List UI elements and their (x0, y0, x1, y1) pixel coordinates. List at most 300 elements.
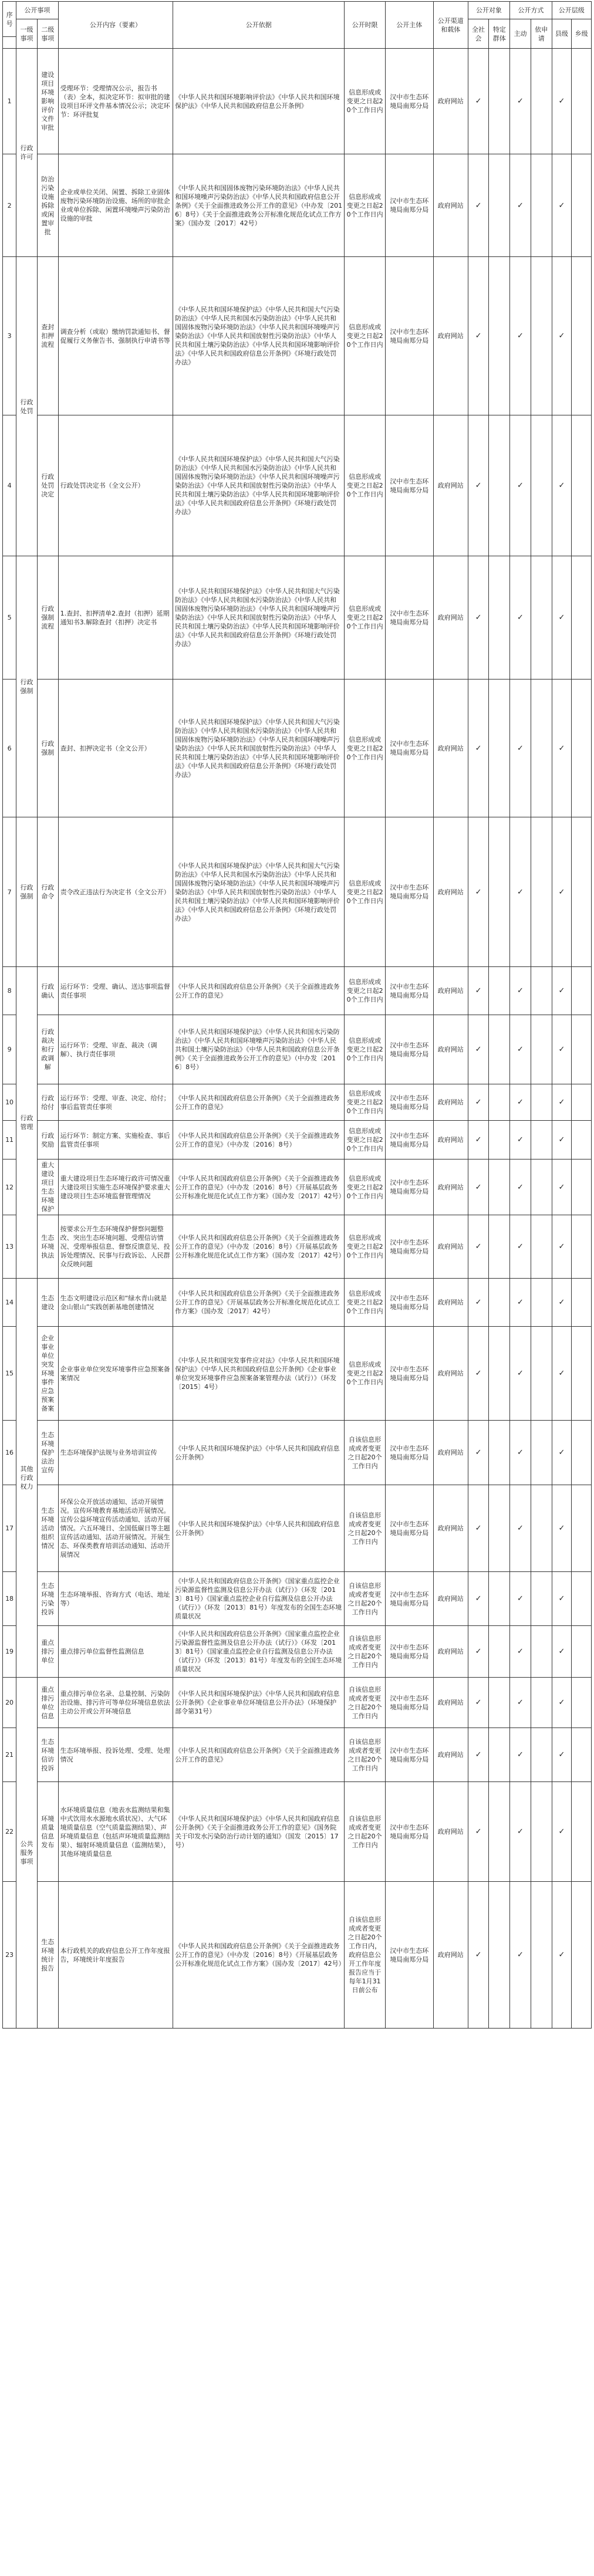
disclosure-time: 自该信息形成或者变更之日起20个工作日内 (345, 1782, 385, 1882)
disclosure-channel: 政府网站 (433, 1678, 468, 1728)
check-mark-lvl-county: ✓ (552, 967, 572, 1015)
empty-cell (572, 1572, 592, 1626)
empty-cell (572, 1121, 592, 1159)
category-cell: 行政强制 (16, 817, 38, 967)
item-name: 生态环境活动组织情况 (37, 1485, 58, 1572)
disclosure-content: 受理环节：受理情况公示，报告书（表）全本，拟决定环节：拟审批的建设项目环评文件基本情况公示；决定环节：环评批复 (58, 49, 173, 154)
empty-cell (572, 257, 592, 415)
item-name: 行政命令 (37, 817, 58, 967)
disclosure-content: 生态文明建设示范区和“绿水青山就是金山银山”实践创新基地创建情况 (58, 1279, 173, 1327)
disclosure-content: 生态环境保护法规与业务培训宣传 (58, 1421, 173, 1485)
disclosure-basis: 《中华人民共和国环境保护法》《中华人民共和国政府信息公开条例》《关于全面推进政务公开工作的意见》《国务院关于印发水污染防治行动计划的通知》（国发〔2015〕17号） (173, 1782, 345, 1882)
header-level: 公开层级 (552, 2, 591, 19)
item-name: 行政确认 (37, 967, 58, 1015)
disclosure-content: 查封、扣押决定书（全文公开） (58, 680, 173, 817)
header-basis: 公开依据 (173, 2, 345, 49)
empty-cell (489, 1626, 510, 1678)
category-cell: 行政许可 (16, 49, 38, 257)
check-mark-obj-all: ✓ (468, 1159, 489, 1215)
disclosure-time: 信息形成或变更之日起20个工作日内 (345, 1084, 385, 1121)
empty-cell (572, 1279, 592, 1327)
disclosure-channel: 政府网站 (433, 1485, 468, 1572)
row-number: 4 (3, 415, 16, 556)
check-mark-method-active: ✓ (510, 1084, 531, 1121)
check-mark-lvl-county: ✓ (552, 1215, 572, 1279)
empty-cell (489, 1084, 510, 1121)
header-lvl-town: 乡级 (572, 19, 592, 49)
disclosure-basis: 《中华人民共和国政府信息公开条例》《关于全面推进政务公开工作的意见》（中办发〔2016〕8号）《开展基层政务公开标准化规范化试点工作方案》（国办发〔2017〕42号） (173, 1882, 345, 2029)
check-mark-method-active: ✓ (510, 1159, 531, 1215)
disclosure-subject: 汉中市生态环境局南郑分局 (385, 817, 433, 967)
disclosure-channel: 政府网站 (433, 967, 468, 1015)
disclosure-basis: 《中华人民共和国环境保护法》《中华人民共和国政府信息公开条例》 (173, 1421, 345, 1485)
check-mark-lvl-county: ✓ (552, 1728, 572, 1782)
disclosure-channel: 政府网站 (433, 1728, 468, 1782)
check-mark-method-active: ✓ (510, 257, 531, 415)
disclosure-time: 自该信息形成或者变更之日起20个工作日内 (345, 1421, 385, 1485)
disclosure-content: 企业或单位关闭、闲置、拆除工业固体废物污染环境防治设施、场所的审批企业或单位拆除、闲置环境噪声污染防治设施的审批 (58, 154, 173, 257)
check-mark-obj-all: ✓ (468, 257, 489, 415)
disclosure-time: 信息形成或变更之日起20个工作日内 (345, 1215, 385, 1279)
row-number: 14 (3, 1279, 16, 1327)
check-mark-obj-all: ✓ (468, 1084, 489, 1121)
check-mark-obj-all: ✓ (468, 1782, 489, 1882)
empty-cell (489, 1015, 510, 1084)
disclosure-time: 信息形成或变更之日起20个工作日内 (345, 556, 385, 680)
empty-cell (572, 1782, 592, 1882)
table-row (3, 1279, 592, 1327)
disclosure-content: 运行环节：受理、确认、送达事项监督责任事项 (58, 967, 173, 1015)
check-mark-lvl-county: ✓ (552, 415, 572, 556)
empty-cell (489, 967, 510, 1015)
empty-cell (572, 154, 592, 257)
row-number: 2 (3, 154, 16, 257)
empty-cell (531, 154, 552, 257)
row-number: 7 (3, 817, 16, 967)
table-row (3, 1215, 592, 1279)
header-subject: 公开主体 (385, 2, 433, 49)
category-cell: 公共服务事项 (16, 1678, 38, 2029)
check-mark-obj-all: ✓ (468, 1728, 489, 1782)
disclosure-basis: 《中华人民共和国环境保护法》《中华人民共和国大气污染防治法》《中华人民共和国水污染防治法》《中华人民共和国固体废物污染环境防治法》《中华人民共和国环境噪声污染防治法》《中华人民共和国放射性污染防治法》《中华人民共和国土壤污染防治法》《中华人民共和国环境影响评价法》《中华人民共和国政府信息公开条例》《环境行政处罚办法》 (173, 415, 345, 556)
header-lvl-county: 县级 (552, 19, 572, 49)
disclosure-channel: 政府网站 (433, 1626, 468, 1678)
disclosure-table (2, 1, 592, 2029)
empty-cell (572, 1678, 592, 1728)
table-row (3, 1626, 592, 1678)
empty-cell (572, 1084, 592, 1121)
check-mark-method-active: ✓ (510, 154, 531, 257)
check-mark-lvl-county: ✓ (552, 257, 572, 415)
empty-cell (489, 1121, 510, 1159)
empty-cell (489, 1215, 510, 1279)
disclosure-subject: 汉中市生态环境局南郑分局 (385, 1782, 433, 1882)
disclosure-basis: 《中华人民共和国环境保护法》《中华人民共和国政府信息公开条例》《企业事业单位环境信息公开办法》（环境保护部令第31号） (173, 1678, 345, 1728)
check-mark-method-active: ✓ (510, 1327, 531, 1421)
table-row (3, 1678, 592, 1728)
disclosure-time: 信息形成或变更之日起20个工作日内 (345, 1159, 385, 1215)
empty-cell (489, 1572, 510, 1626)
header-obj-spec: 特定群体 (489, 19, 510, 49)
table-row (3, 1121, 592, 1159)
disclosure-time: 信息形成或变更之日起20个工作日内 (345, 967, 385, 1015)
check-mark-lvl-county: ✓ (552, 1572, 572, 1626)
disclosure-content: 水环境质量信息（地表水监测结果和集中式饮用水水源地水质状况）、大气环境质量信息（空气质量监测结果）、声环境质量信息（包括声环境质量监测结果）、辐射环境质量信息（监测结果），其他环境质量信息 (58, 1782, 173, 1882)
disclosure-channel: 政府网站 (433, 257, 468, 415)
disclosure-basis: 《中华人民共和国政府信息公开条例》《关于全面推进政务公开工作的意见》 (173, 1084, 345, 1121)
item-name: 防治污染设施拆除或闲置审批 (37, 154, 58, 257)
disclosure-content: 责令改正违法行为决定书（全文公开） (58, 817, 173, 967)
disclosure-channel: 政府网站 (433, 1121, 468, 1159)
disclosure-channel: 政府网站 (433, 1572, 468, 1626)
row-number: 9 (3, 1015, 16, 1084)
disclosure-channel: 政府网站 (433, 1421, 468, 1485)
disclosure-basis: 《中华人民共和国政府信息公开条例》《国家重点监控企业污染源监督性监测及信息公开办法（试行）》（环发〔2013〕81号）《国家重点监控企业自行监测及信息公开办法（试行）》（环发〔2013〕81号）年度发布的全国生态环境质量状况 (173, 1626, 345, 1678)
empty-cell (531, 1728, 552, 1782)
disclosure-time: 信息形成或变更之日起20个工作日内 (345, 154, 385, 257)
check-mark-method-active: ✓ (510, 1215, 531, 1279)
disclosure-subject: 汉中市生态环境局南郑分局 (385, 1728, 433, 1782)
disclosure-content: 1.查封、扣押清单2.查封（扣押）延期通知书3.解除查封（扣押）决定书 (58, 556, 173, 680)
table-row (3, 680, 592, 817)
item-name: 生态环境保护法治宣传 (37, 1421, 58, 1485)
table-row (3, 1882, 592, 2029)
disclosure-basis: 《中华人民共和国政府信息公开条例》《关于全面推进政务公开工作的意见》（中办发〔2016〕8号）《开展基层政务公开标准化规范化试点工作方案》（国办发〔2017〕42号） (173, 1159, 345, 1215)
check-mark-lvl-county: ✓ (552, 1421, 572, 1485)
check-mark-obj-all: ✓ (468, 49, 489, 154)
check-mark-lvl-county: ✓ (552, 154, 572, 257)
empty-cell (489, 1782, 510, 1882)
item-name: 重点排污单位 (37, 1626, 58, 1678)
check-mark-lvl-county: ✓ (552, 1121, 572, 1159)
check-mark-method-active: ✓ (510, 556, 531, 680)
empty-cell (531, 1327, 552, 1421)
table-row (3, 1327, 592, 1421)
empty-cell (572, 1728, 592, 1782)
disclosure-subject: 汉中市生态环境局南郑分局 (385, 967, 433, 1015)
disclosure-channel: 政府网站 (433, 1215, 468, 1279)
disclosure-time: 自该信息形成或者变更之日起20个工作日内 (345, 1626, 385, 1678)
disclosure-channel: 政府网站 (433, 1159, 468, 1215)
disclosure-time: 信息形成或变更之日起20个工作日内 (345, 680, 385, 817)
disclosure-subject: 汉中市生态环境局南郑分局 (385, 1327, 433, 1421)
disclosure-time: 信息形成或变更之日起20个工作日内 (345, 817, 385, 967)
disclosure-subject: 汉中市生态环境局南郑分局 (385, 1678, 433, 1728)
row-number: 23 (3, 1882, 16, 2029)
disclosure-channel: 政府网站 (433, 1327, 468, 1421)
empty-cell (572, 1159, 592, 1215)
check-mark-obj-all: ✓ (468, 1279, 489, 1327)
row-number: 6 (3, 680, 16, 817)
disclosure-content: 生态环境举报、咨询方式（电话、地址等） (58, 1572, 173, 1626)
disclosure-basis: 《中华人民共和国政府信息公开条例》《关于全面推进政务公开工作的意见》（中办发〔2016〕8号） (173, 1121, 345, 1159)
empty-cell (531, 49, 552, 154)
empty-cell (531, 1626, 552, 1678)
check-mark-lvl-county: ✓ (552, 1015, 572, 1084)
check-mark-method-active: ✓ (510, 415, 531, 556)
item-name: 行政强制流程 (37, 556, 58, 680)
empty-cell (572, 1485, 592, 1572)
check-mark-lvl-county: ✓ (552, 49, 572, 154)
row-number: 19 (3, 1626, 16, 1678)
disclosure-subject: 汉中市生态环境局南郑分局 (385, 680, 433, 817)
category-cell: 其他行政权力 (16, 1279, 38, 1678)
empty-cell (572, 817, 592, 967)
empty-cell (489, 1728, 510, 1782)
row-number: 3 (3, 257, 16, 415)
table-row (3, 1084, 592, 1121)
disclosure-subject: 汉中市生态环境局南郑分局 (385, 1421, 433, 1485)
disclosure-basis: 《中华人民共和国政府信息公开条例》《关于全面推进政务公开工作的意见》《开展基层政务公开标准化规范化试点工作方案》（国办发〔2017〕42号） (173, 1279, 345, 1327)
disclosure-subject: 汉中市生态环境局南郑分局 (385, 1159, 433, 1215)
table-row (3, 257, 592, 415)
check-mark-method-active: ✓ (510, 1626, 531, 1678)
table-row (3, 154, 592, 257)
check-mark-obj-all: ✓ (468, 154, 489, 257)
empty-cell (489, 1882, 510, 2029)
disclosure-basis: 《中华人民共和国环境保护法》《中华人民共和国大气污染防治法》《中华人民共和国水污染防治法》《中华人民共和国固体废物污染环境防治法》《中华人民共和国环境噪声污染防治法》《中华人民共和国放射性污染防治法》《中华人民共和国土壤污染防治法》《中华人民共和国环境影响评价法》《中华人民共和国政府信息公开条例》《环境行政处罚办法》 (173, 817, 345, 967)
disclosure-subject: 汉中市生态环境局南郑分局 (385, 556, 433, 680)
empty-cell (489, 1678, 510, 1728)
disclosure-channel: 政府网站 (433, 1882, 468, 2029)
empty-cell (489, 1279, 510, 1327)
disclosure-channel: 政府网站 (433, 49, 468, 154)
table-row (3, 1572, 592, 1626)
disclosure-time: 信息形成或变更之日起20个工作日内 (345, 1015, 385, 1084)
disclosure-time: 信息形成或变更之日起20个工作日内 (345, 1279, 385, 1327)
empty-cell (489, 680, 510, 817)
row-number: 20 (3, 1678, 16, 1728)
empty-cell (531, 1572, 552, 1626)
row-number: 5 (3, 556, 16, 680)
empty-cell (489, 415, 510, 556)
check-mark-method-active: ✓ (510, 1121, 531, 1159)
check-mark-method-active: ✓ (510, 1015, 531, 1084)
disclosure-basis: 《中华人民共和国政府信息公开条例》《国家重点监控企业污染源监督性监测及信息公开办法（试行）》（环发〔2013〕81号）《国家重点监控企业自行监测及信息公开办法（试行）》（环发〔2013〕81号）年度发布的全国生态环境质量状况 (173, 1572, 345, 1626)
row-number: 21 (3, 1728, 16, 1782)
header-method: 公开方式 (510, 2, 552, 19)
disclosure-channel: 政府网站 (433, 1015, 468, 1084)
empty-cell (489, 556, 510, 680)
disclosure-basis: 《中华人民共和国政府信息公开条例》《关于全面推进政务公开工作的意见》（中办发〔2016〕8号）《开展基层政务公开标准化规范化试点工作方案》（国办发〔2017〕42号） (173, 1215, 345, 1279)
check-mark-lvl-county: ✓ (552, 556, 572, 680)
row-number: 17 (3, 1485, 16, 1572)
disclosure-content: 本行政机关的政府信息公开工作年度报告，环境统计年度报告 (58, 1882, 173, 2029)
item-name: 生态环境污染投诉 (37, 1572, 58, 1626)
check-mark-method-active: ✓ (510, 1572, 531, 1626)
disclosure-content: 运行环节：受理、审查、裁决（调解）、执行责任事项 (58, 1015, 173, 1084)
disclosure-subject: 汉中市生态环境局南郑分局 (385, 1485, 433, 1572)
disclosure-content: 行政处罚决定书（全文公开） (58, 415, 173, 556)
disclosure-content: 重大建设项目生态环境行政许可情况重大建设项目实施生态环境保护要求重大建设项目生态环境监督管理情况 (58, 1159, 173, 1215)
empty-cell (489, 1159, 510, 1215)
empty-cell (572, 680, 592, 817)
check-mark-method-active: ✓ (510, 967, 531, 1015)
item-name: 重点排污单位信息 (37, 1678, 58, 1728)
disclosure-time: 信息形成或变更之日起20个工作日内 (345, 257, 385, 415)
check-mark-obj-all: ✓ (468, 1882, 489, 2029)
table-row (3, 1782, 592, 1882)
disclosure-channel: 政府网站 (433, 154, 468, 257)
table-row (3, 1728, 592, 1782)
category-cell: 行政处罚 (16, 257, 38, 556)
category-cell: 行政管理 (16, 967, 38, 1279)
empty-cell (572, 967, 592, 1015)
empty-cell (531, 1015, 552, 1084)
row-number: 11 (3, 1121, 16, 1159)
header-channel: 公开渠道和载体 (433, 2, 468, 49)
check-mark-method-active: ✓ (510, 1279, 531, 1327)
check-mark-lvl-county: ✓ (552, 1678, 572, 1728)
row-number: 8 (3, 967, 16, 1015)
check-mark-obj-all: ✓ (468, 1678, 489, 1728)
header-seq-blank (3, 37, 16, 49)
empty-cell (531, 967, 552, 1015)
disclosure-subject: 汉中市生态环境局南郑分局 (385, 49, 433, 154)
empty-cell (572, 1327, 592, 1421)
table-row (3, 1421, 592, 1485)
disclosure-channel: 政府网站 (433, 1782, 468, 1882)
category-cell: 行政强制 (16, 556, 38, 817)
disclosure-subject: 汉中市生态环境局南郑分局 (385, 1121, 433, 1159)
disclosure-basis: 《中华人民共和国政府信息公开条例》《关于全面推进政务公开工作的意见》 (173, 967, 345, 1015)
disclosure-channel: 政府网站 (433, 415, 468, 556)
item-name: 查封扣押流程 (37, 257, 58, 415)
disclosure-subject: 汉中市生态环境局南郑分局 (385, 1015, 433, 1084)
header-items: 公开事项 (16, 2, 58, 19)
disclosure-subject: 汉中市生态环境局南郑分局 (385, 1084, 433, 1121)
empty-cell (531, 1678, 552, 1728)
check-mark-lvl-county: ✓ (552, 680, 572, 817)
disclosure-content: 运行环节：制定方案、实施检查、事后监管责任事项 (58, 1121, 173, 1159)
header-obj: 公开对象 (468, 2, 509, 19)
item-name: 行政强制 (37, 680, 58, 817)
disclosure-channel: 政府网站 (433, 680, 468, 817)
check-mark-lvl-county: ✓ (552, 1279, 572, 1327)
check-mark-lvl-county: ✓ (552, 1626, 572, 1678)
check-mark-obj-all: ✓ (468, 415, 489, 556)
header-time: 公开时限 (345, 2, 385, 49)
row-number: 22 (3, 1782, 16, 1882)
check-mark-method-active: ✓ (510, 1882, 531, 2029)
disclosure-channel: 政府网站 (433, 556, 468, 680)
item-name: 行政奖励 (37, 1121, 58, 1159)
disclosure-subject: 汉中市生态环境局南郑分局 (385, 1279, 433, 1327)
disclosure-content: 按要求公开生态环境保护督察问题整改、突出生态环境问题、受理信访情况、受理举报信息、督察反馈意见、投诉处理情况、民事与行政诉讼、人民群众反映问题 (58, 1215, 173, 1279)
check-mark-method-active: ✓ (510, 1421, 531, 1485)
empty-cell (531, 1485, 552, 1572)
disclosure-channel: 政府网站 (433, 1084, 468, 1121)
item-name: 生态环境信访投诉 (37, 1728, 58, 1782)
empty-cell (489, 817, 510, 967)
empty-cell (531, 1084, 552, 1121)
disclosure-basis: 《中华人民共和国环境保护法》《中华人民共和国大气污染防治法》《中华人民共和国水污染防治法》《中华人民共和国固体废物污染环境防治法》《中华人民共和国环境噪声污染防治法》《中华人民共和国放射性污染防治法》《中华人民共和国土壤污染防治法》《中华人民共和国环境影响评价法》《中华人民共和国政府信息公开条例》《环境行政处罚办法》 (173, 680, 345, 817)
check-mark-method-active: ✓ (510, 1678, 531, 1728)
check-mark-obj-all: ✓ (468, 967, 489, 1015)
empty-cell (531, 1279, 552, 1327)
disclosure-channel: 政府网站 (433, 817, 468, 967)
disclosure-content: 环保公众开放活动通知、活动开展情况。宣传环境教育基地活动开展情况。宣传公益环境宣传活动通知、活动开展情况。六五环境日、全国低碳日等主题宣传活动通知、活动开展情况。开展生态、环保类教育培训活动通知、活动开展情况 (58, 1485, 173, 1572)
check-mark-method-active: ✓ (510, 680, 531, 817)
disclosure-time: 信息形成或变更之日起20个工作日内 (345, 1327, 385, 1421)
header-method-active: 主动 (510, 19, 531, 49)
check-mark-obj-all: ✓ (468, 1015, 489, 1084)
empty-cell (531, 680, 552, 817)
check-mark-method-active: ✓ (510, 1782, 531, 1882)
disclosure-content: 生态环境举报、投诉处理、受理、处理情况 (58, 1728, 173, 1782)
check-mark-obj-all: ✓ (468, 680, 489, 817)
disclosure-content: 调查分析（或取）缴纳罚款通知书、督促履行义务催告书、强制执行申请书等 (58, 257, 173, 415)
table-row (3, 967, 592, 1015)
row-number: 15 (3, 1327, 16, 1421)
disclosure-subject: 汉中市生态环境局南郑分局 (385, 1882, 433, 2029)
header-level2: 二级事项 (37, 19, 58, 49)
empty-cell (489, 257, 510, 415)
table-row (3, 49, 592, 154)
empty-cell (489, 1421, 510, 1485)
item-name: 行政处罚决定 (37, 415, 58, 556)
disclosure-time: 自该信息形成或者变更之日起20个工作日内 (345, 1678, 385, 1728)
item-name: 建设项目环境影响评价文件审批 (37, 49, 58, 154)
item-name: 生态环境执法 (37, 1215, 58, 1279)
row-number: 13 (3, 1215, 16, 1279)
empty-cell (531, 1215, 552, 1279)
disclosure-basis: 《中华人民共和国环境保护法》《中华人民共和国大气污染防治法》《中华人民共和国水污染防治法》《中华人民共和国固体废物污染环境防治法》《中华人民共和国环境噪声污染防治法》《中华人民共和国放射性污染防治法》《中华人民共和国土壤污染防治法》《中华人民共和国环境影响评价法》《中华人民共和国政府信息公开条例》《环境行政处罚办法》 (173, 556, 345, 680)
item-name: 行政裁决和行政调解 (37, 1015, 58, 1084)
disclosure-time: 自该信息形成或者变更之日起20个工作日内，政府信息公开工作年度报告应当于每年1月31日前公布 (345, 1882, 385, 2029)
disclosure-basis: 《中华人民共和国环境保护法》《中华人民共和国大气污染防治法》《中华人民共和国水污染防治法》《中华人民共和国固体废物污染环境防治法》《中华人民共和国环境噪声污染防治法》《中华人民共和国放射性污染防治法》《中华人民共和国土壤污染防治法》《中华人民共和国环境影响评价法》《中华人民共和国政府信息公开条例》《环境行政处罚办法》 (173, 257, 345, 415)
item-name: 行政给付 (37, 1084, 58, 1121)
header-method-apply: 依申请 (531, 19, 552, 49)
empty-cell (531, 817, 552, 967)
disclosure-content: 重点排污单位名录、总量控制、污染防治设施、排污许可等单位环境信息依法主动公开或公开环境信息 (58, 1678, 173, 1728)
disclosure-time: 信息形成或变更之日起20个工作日内 (345, 415, 385, 556)
disclosure-subject: 汉中市生态环境局南郑分局 (385, 1215, 433, 1279)
check-mark-obj-all: ✓ (468, 1626, 489, 1678)
disclosure-basis: 《中华人民共和国环境保护法》《中华人民共和国水污染防治法》《中华人民共和国环境噪声污染防治法》《中华人民共和国土壤污染防治法》《中华人民共和国政府信息公开条例》《关于全面推进政务公开工作的意见》（中办发〔2016〕8号） (173, 1015, 345, 1084)
disclosure-subject: 汉中市生态环境局南郑分局 (385, 1572, 433, 1626)
disclosure-basis: 《中华人民共和国政府信息公开条例》《关于全面推进政务公开工作的意见》 (173, 1728, 345, 1782)
empty-cell (572, 49, 592, 154)
empty-cell (531, 415, 552, 556)
item-name: 企业事业单位突发环境事件应急预案备案 (37, 1327, 58, 1421)
disclosure-subject: 汉中市生态环境局南郑分局 (385, 257, 433, 415)
disclosure-time: 自该信息形成或者变更之日起20个工作日内 (345, 1728, 385, 1782)
disclosure-subject: 汉中市生态环境局南郑分局 (385, 154, 433, 257)
empty-cell (489, 154, 510, 257)
item-name: 重大建设项目生态环境保护 (37, 1159, 58, 1215)
disclosure-subject: 汉中市生态环境局南郑分局 (385, 415, 433, 556)
empty-cell (572, 1626, 592, 1678)
check-mark-lvl-county: ✓ (552, 1882, 572, 2029)
disclosure-time: 自该信息形成或者变更之日起20个工作日内 (345, 1572, 385, 1626)
header-seq: 序号 (3, 2, 16, 37)
check-mark-obj-all: ✓ (468, 556, 489, 680)
row-number: 10 (3, 1084, 16, 1121)
empty-cell (531, 1159, 552, 1215)
check-mark-obj-all: ✓ (468, 817, 489, 967)
check-mark-method-active: ✓ (510, 817, 531, 967)
empty-cell (572, 556, 592, 680)
table-row (3, 1015, 592, 1084)
check-mark-method-active: ✓ (510, 1485, 531, 1572)
disclosure-basis: 《中华人民共和国固体废物污染环境防治法》《中华人民共和国环境噪声污染防治法》《中华人民共和国政府信息公开条例》《关于全面推进政务公开工作的意见》（中办发〔2016〕8号）《关于全面推进政务公开标准化规范化试点工作方案》（国办发〔2017〕42号） (173, 154, 345, 257)
check-mark-lvl-county: ✓ (552, 1327, 572, 1421)
disclosure-basis: 《中华人民共和国环境影响评价法》《中华人民共和国环境保护法》《中华人民共和国政府信息公开条例》 (173, 49, 345, 154)
row-number: 16 (3, 1421, 16, 1485)
empty-cell (531, 1121, 552, 1159)
header-content: 公开内容（要素） (58, 2, 173, 49)
